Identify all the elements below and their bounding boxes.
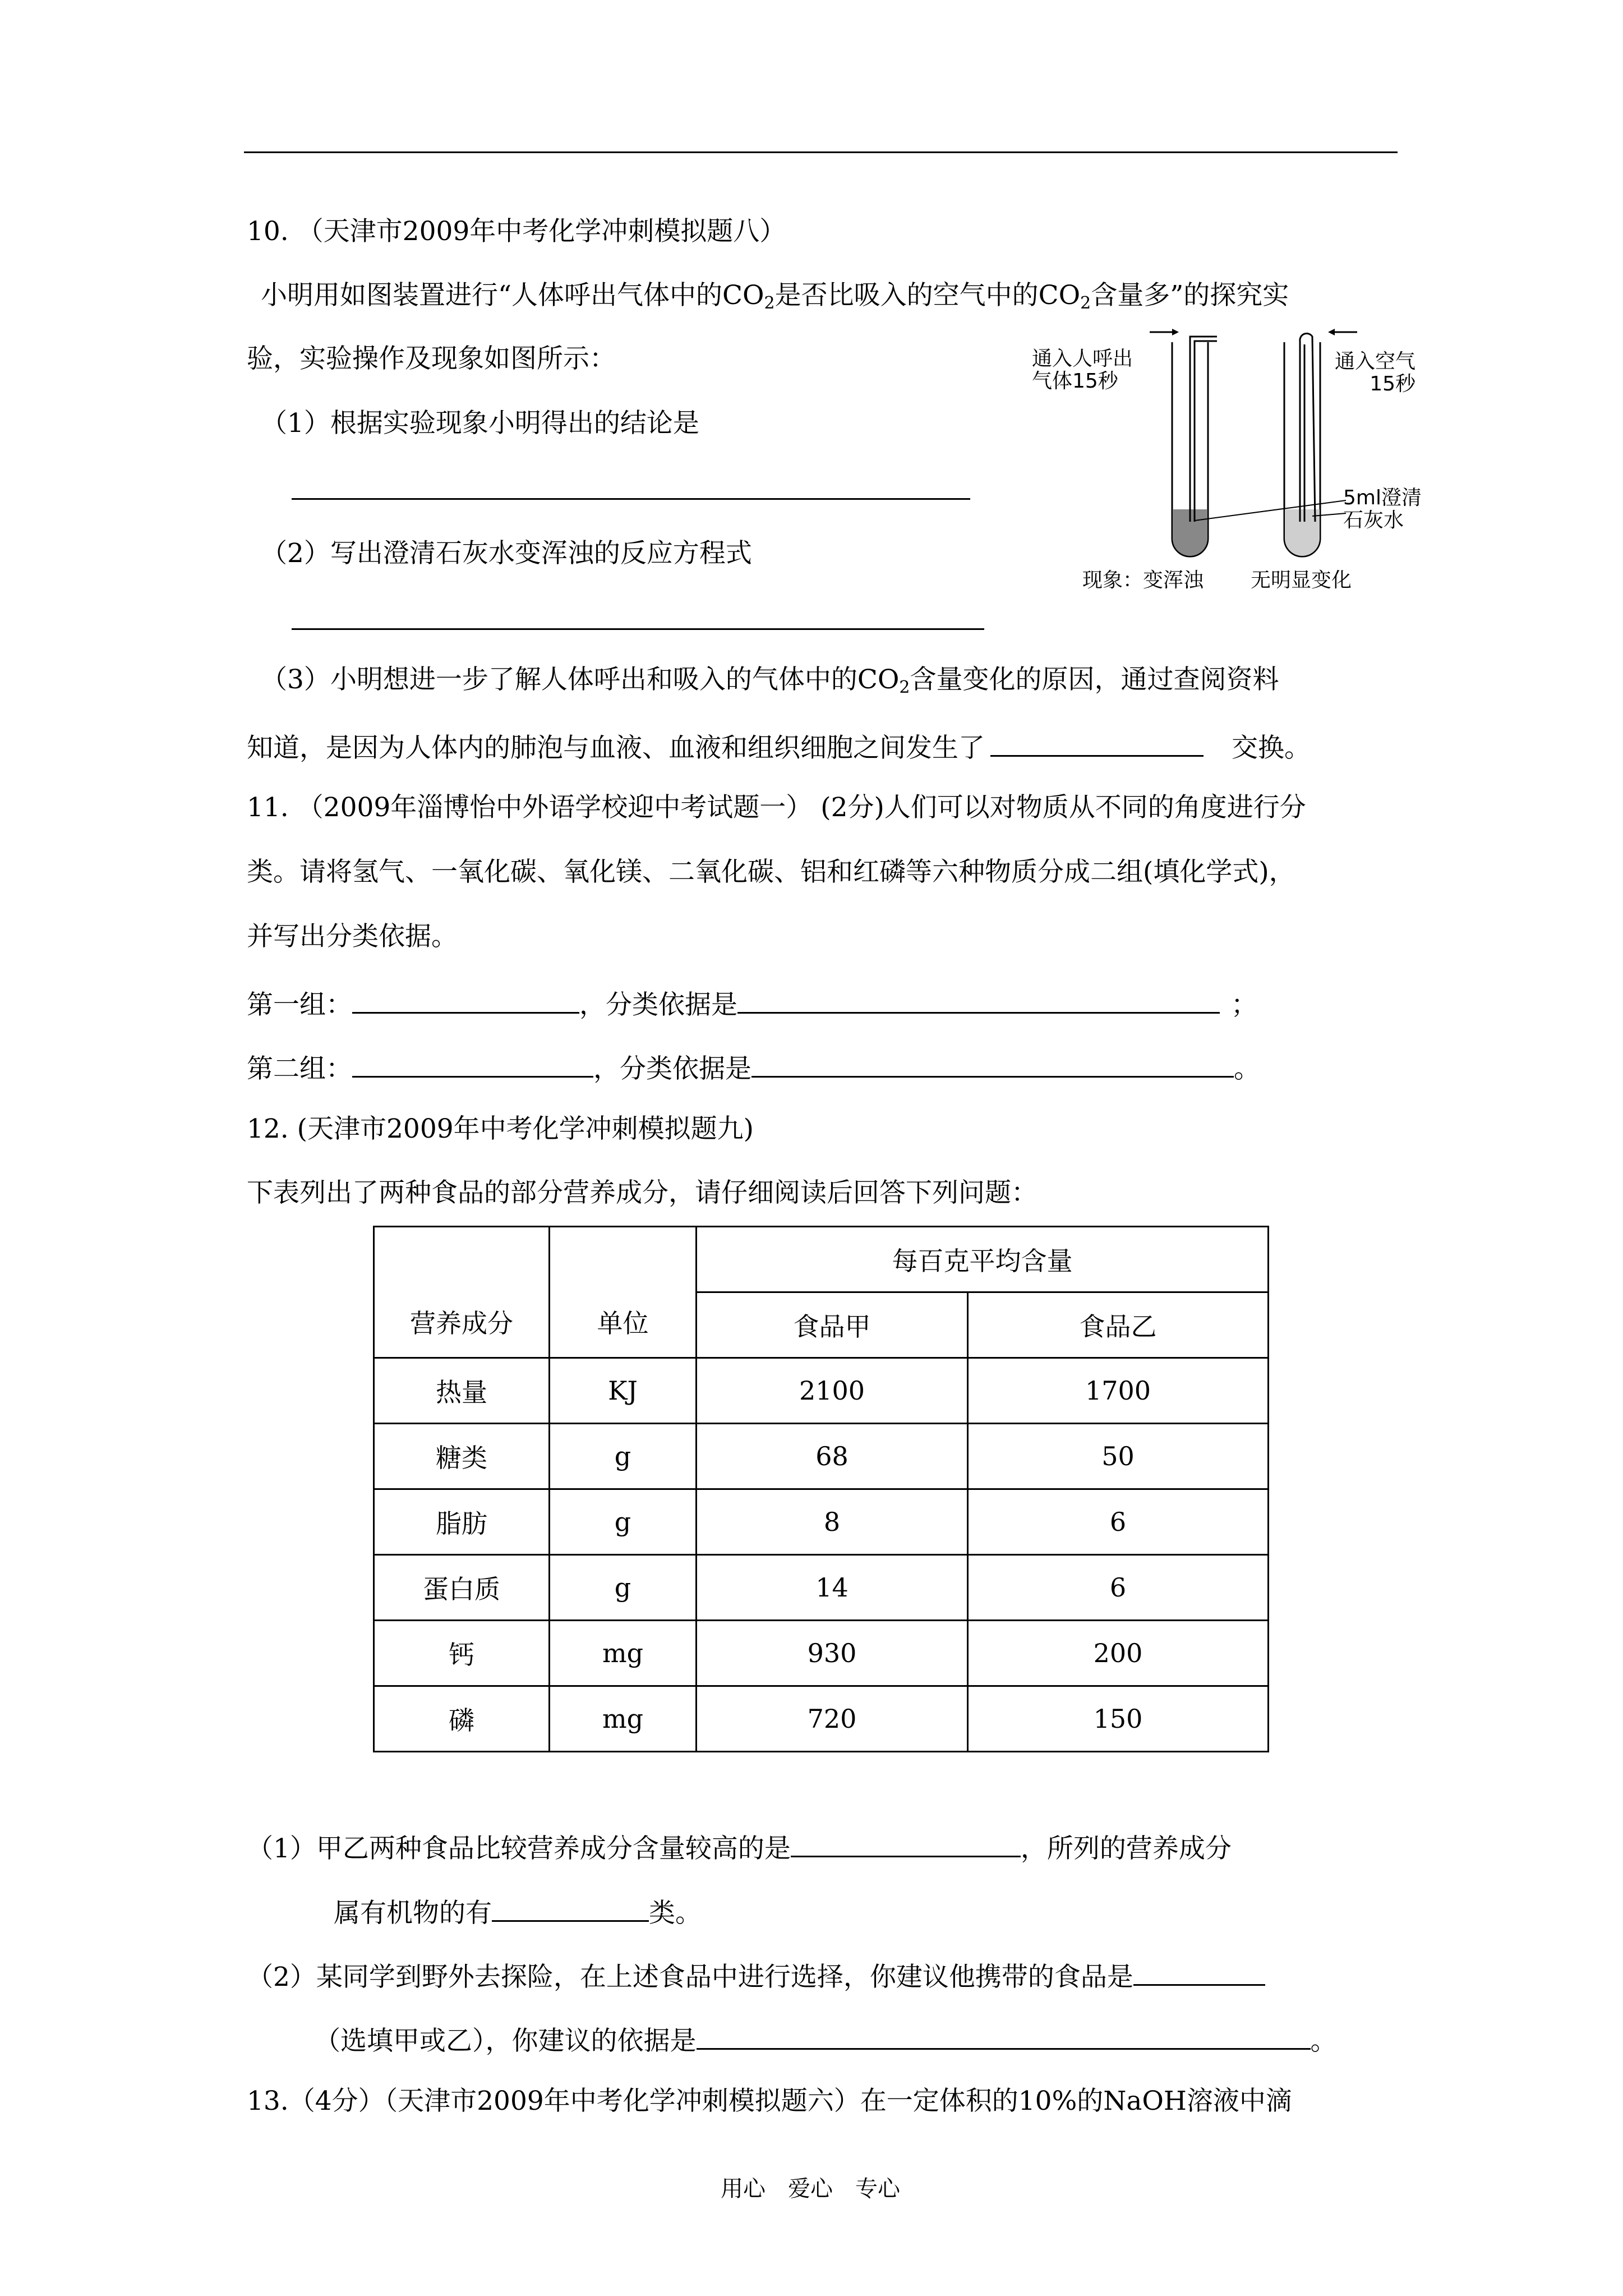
q12-sub2-line2: （选填甲或乙），你建议的依据是 。: [314, 2020, 1337, 2058]
cell-b: 200: [968, 1621, 1269, 1686]
th-avg: 每百克平均含量: [697, 1227, 1269, 1292]
q10-part3-blank[interactable]: [990, 727, 1204, 757]
nutrition-table: [373, 1226, 1269, 1752]
q12-header: 12. (天津市2009年中考化学冲刺模拟题九): [247, 1114, 754, 1144]
cell-b: 1700: [968, 1358, 1269, 1424]
q11-line1: 11. （2009年淄博怡中外语学校迎中考试题一） (2分)人们可以对物质从不同的角度进行分: [247, 792, 1306, 823]
th-food-b: 食品乙: [968, 1292, 1269, 1358]
fig-result-left: 现象：变浑浊: [1082, 569, 1204, 592]
q11-group2: 第二组： ，分类依据是 。: [247, 1048, 1260, 1086]
cell-a: 14: [697, 1555, 968, 1621]
q13-line1: 13.（4分）（天津市2009年中考化学冲刺模拟题六）在一定体积的10%的NaOH溶液中滴: [247, 2086, 1292, 2116]
q12-sub1-line2: 属有机物的有 类。: [334, 1892, 702, 1930]
q12-sub1-line1: （1）甲乙两种食品比较营养成分含量较高的是 ，所列的营养成分: [247, 1828, 1232, 1866]
q11-group1: 第一组： ，分类依据是 ；: [247, 984, 1257, 1022]
q10-part1-blank[interactable]: [292, 498, 970, 500]
cell-name: 糖类: [374, 1424, 550, 1489]
table-row: [374, 1621, 1269, 1686]
q12-sub2-basis-blank[interactable]: [697, 2020, 1311, 2050]
cell-name: 热量: [374, 1358, 550, 1424]
q11-group2-blank[interactable]: [352, 1048, 593, 1078]
th-unit: 单位: [550, 1227, 697, 1358]
q10-part1: （1）根据实验现象小明得出的结论是: [261, 408, 699, 439]
q10-part2-blank[interactable]: [292, 628, 984, 630]
cell-a: 720: [697, 1686, 968, 1752]
q10-part3-line2: 知道，是因为人体内的肺泡与血液、血液和组织细胞之间发生了 交换。: [247, 727, 1311, 765]
fig-left-label: 通入人呼出 气体15秒: [1032, 347, 1133, 393]
q10-part3-line1: （3）小明想进一步了解人体呼出和吸入的气体中的$CO_2$含量变化的原因，通过查阅资料: [261, 664, 1279, 697]
cell-a: 930: [697, 1621, 968, 1686]
q10-intro-line2: 验，实验操作及现象如图所示：: [247, 343, 616, 374]
cell-name: 钙: [374, 1621, 550, 1686]
cell-unit: mg: [550, 1686, 697, 1752]
q11-group1-basis-blank[interactable]: [737, 984, 1220, 1014]
cell-a: 8: [697, 1489, 968, 1555]
page-footer: 用心 爱心 专心: [721, 2176, 900, 2202]
table-row: [374, 1424, 1269, 1489]
th-component: 营养成分: [374, 1227, 550, 1358]
fig-liquid-label: 5ml澄清 石灰水: [1343, 486, 1422, 532]
cell-name: 蛋白质: [374, 1555, 550, 1621]
th-food-a: 食品甲: [697, 1292, 968, 1358]
cell-a: 68: [697, 1424, 968, 1489]
q12-sub2-food-blank[interactable]: [1133, 1956, 1265, 1986]
q10-intro-line1: 小明用如图装置进行“人体呼出气体中的$CO_2$是否比吸入的空气中的$CO_2$含量多”的探究实: [261, 280, 1289, 313]
table-row: [374, 1489, 1269, 1555]
cell-a: 2100: [697, 1358, 968, 1424]
cell-unit: KJ: [550, 1358, 697, 1424]
cell-b: 6: [968, 1555, 1269, 1621]
table-row: [374, 1555, 1269, 1621]
q12-sub1-kinds-blank[interactable]: [492, 1892, 649, 1922]
table-row: [374, 1358, 1269, 1424]
cell-b: 150: [968, 1686, 1269, 1752]
q11-line2: 类。请将氢气、一氧化碳、氧化镁、二氧化碳、铝和红磷等六种物质分成二组(填化学式)，: [247, 857, 1295, 887]
q11-group1-blank[interactable]: [352, 984, 579, 1014]
cell-b: 50: [968, 1424, 1269, 1489]
cell-unit: g: [550, 1489, 697, 1555]
cell-name: 磷: [374, 1686, 550, 1752]
q10-header: 10. （天津市2009年中考化学冲刺模拟题八）: [247, 216, 786, 247]
q11-group2-basis-blank[interactable]: [751, 1048, 1234, 1078]
q12-sub2-line1: （2）某同学到野外去探险，在上述食品中进行选择，你建议他携带的食品是: [247, 1956, 1265, 1994]
q12-intro: 下表列出了两种食品的部分营养成分，请仔细阅读后回答下列问题：: [247, 1177, 1038, 1208]
q12-sub1-blank[interactable]: [791, 1828, 1021, 1857]
header-rule: [244, 151, 1398, 153]
cell-unit: g: [550, 1424, 697, 1489]
cell-name: 脂肪: [374, 1489, 550, 1555]
cell-unit: g: [550, 1555, 697, 1621]
cell-unit: mg: [550, 1621, 697, 1686]
table-row: [374, 1686, 1269, 1752]
q10-part2: （2）写出澄清石灰水变浑浊的反应方程式: [261, 538, 752, 569]
fig-right-label: 通入空气 15秒: [1335, 350, 1416, 395]
cell-b: 6: [968, 1489, 1269, 1555]
q11-line3: 并写出分类依据。: [247, 921, 458, 952]
fig-result-right: 无明显变化: [1251, 569, 1352, 592]
